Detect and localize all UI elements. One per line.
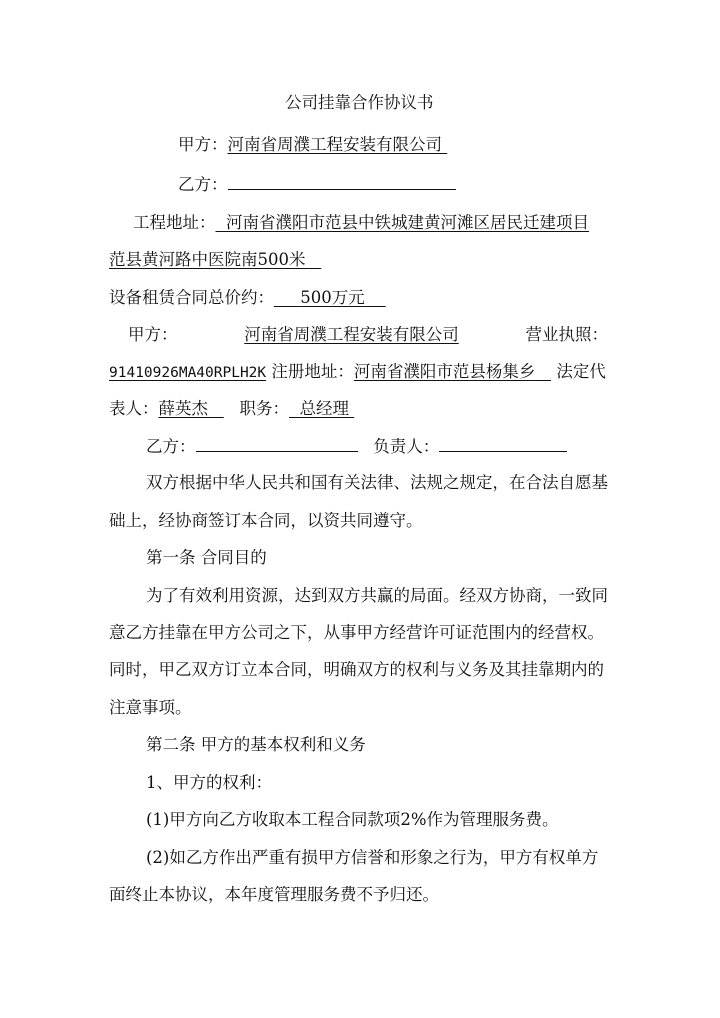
project-address-value-cont: 范县黄河路中医院南500米 [109, 250, 306, 269]
article-1-para-line-4: 注意事项。 [109, 698, 192, 717]
legal-rep-label-end: 表人： [109, 399, 159, 418]
project-address-value: 河南省濮阳市范县中铁城建黄河滩区居民迁建项目 [226, 213, 589, 232]
contract-price-value: 500万元 [300, 288, 365, 307]
party-a-detail-label: 甲方： [128, 325, 178, 344]
party-b-detail-label: 乙方： [146, 437, 196, 456]
right-item-1: (1)甲方向乙方收取本工程合同款项2%作为管理服务费。 [146, 810, 559, 829]
document-title: 公司挂靠合作协议书 [285, 93, 434, 112]
project-address-label: 工程地址： [133, 213, 216, 232]
article-1-para-line-2: 意乙方挂靠在甲方公司之下，从事甲方经营许可证范围内的经营权。 [109, 623, 604, 642]
party-a-rights-title: 1、甲方的权利： [146, 773, 272, 792]
article-1-title: 第一条 合同目的 [146, 548, 267, 567]
reg-address-value: 河南省濮阳市范县杨集乡 [353, 362, 536, 381]
party-a-value: 河南省周濮工程安装有限公司 [227, 135, 442, 154]
person-in-charge-blank [439, 435, 567, 452]
license-address-line [109, 361, 606, 384]
project-address-line [133, 212, 589, 234]
party-a-label: 甲方： [178, 135, 228, 154]
person-in-charge-label: 负责人： [373, 437, 440, 456]
reg-address-label: 注册地址： [271, 362, 354, 381]
business-license-label: 营业执照： [525, 325, 608, 344]
party-a-header-line [178, 134, 447, 156]
article-1-para-line-3: 同时，甲乙双方订立本合同，明确双方的权利与义务及其挂靠期内的 [109, 660, 604, 679]
party-a-detail-name: 河南省周濮工程安装有限公司 [244, 325, 459, 344]
party-b-detail-line [146, 435, 567, 458]
party-b-name-blank [196, 435, 358, 452]
party-b-blank [228, 173, 456, 190]
position-value: 总经理 [299, 399, 349, 418]
party-a-detail-line [128, 324, 608, 346]
contract-price-line [109, 287, 386, 309]
party-b-label: 乙方： [178, 175, 228, 194]
right-item-2-line-2: 面终止本协议，本年度管理服务费不予归还。 [109, 885, 439, 904]
right-item-2-line-1: (2)如乙方作出严重有损甲方信誉和形象之行为，甲方有权单方 [146, 848, 599, 867]
legal-rep-value: 薛英杰 [158, 399, 208, 418]
article-1-para-line-1: 为了有效利用资源，达到双方共赢的局面。经双方协商，一致同 [146, 586, 608, 605]
project-address-cont-line [109, 249, 321, 271]
article-2-title: 第二条 甲方的基本权利和义务 [146, 735, 366, 754]
contract-price-label: 设备租赁合同总价约： [109, 288, 274, 307]
business-license-value: 91410926MA40RPLH2K [109, 365, 267, 381]
legal-rep-label-start: 法定代 [556, 362, 606, 381]
position-label: 职务： [239, 399, 289, 418]
party-b-header-line [178, 173, 456, 196]
intro-line-1: 双方根据中华人民共和国有关法律、法规之规定，在合法自愿基 [146, 473, 608, 492]
intro-line-2: 础上，经协商签订本合同，以资共同遵守。 [109, 511, 423, 530]
legal-rep-line [109, 398, 354, 420]
